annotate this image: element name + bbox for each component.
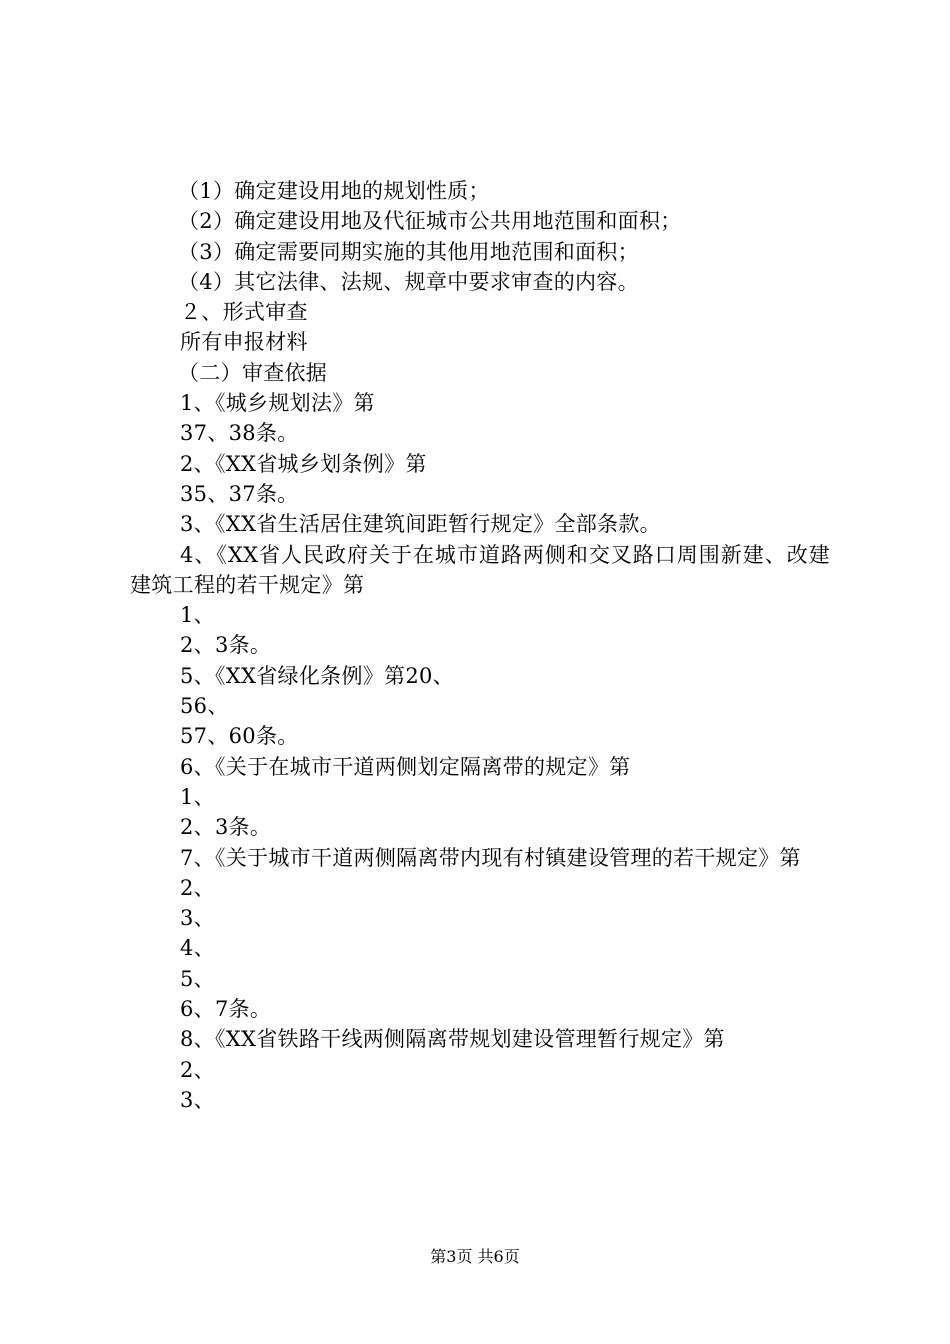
list-item: 35、37条。: [180, 481, 299, 506]
list-item: 6、《关于在城市干道两侧划定隔离带的规定》第: [180, 754, 631, 779]
list-item: 3、《XX省生活居住建筑间距暂行规定》全部条款。: [180, 512, 661, 537]
section-heading: ２、形式审查: [180, 300, 308, 325]
list-item: 2、3条。: [180, 815, 272, 840]
list-item: 37、38条。: [180, 421, 299, 446]
list-item: 2、《XX省城乡划条例》第: [180, 451, 427, 476]
list-item: 4、: [180, 936, 215, 961]
paragraph-line: （4）其它法律、法规、规章中要求审查的内容。: [178, 269, 639, 294]
list-item: 3、: [180, 1087, 215, 1112]
list-item: 1、: [180, 603, 215, 628]
paragraph-line: 所有申报材料: [180, 330, 308, 355]
list-item: 7、《关于城市干道两侧隔离带内现有村镇建设管理的若干规定》第: [180, 845, 801, 870]
section-heading: （二）审查依据: [178, 360, 328, 385]
list-item: 5、: [180, 966, 215, 991]
list-item: 2、: [180, 1057, 215, 1082]
list-item: 2、3条。: [180, 633, 272, 658]
list-item: 3、: [180, 906, 215, 931]
list-item: 1、《城乡规划法》第: [180, 391, 375, 416]
list-item: 1、: [180, 784, 215, 809]
paragraph-line: （3）确定需要同期实施的其他用地范围和面积；: [178, 239, 639, 264]
paragraph-line: （1）确定建设用地的规划性质；: [178, 179, 490, 203]
list-item: 57、60条。: [180, 724, 299, 749]
list-item: 6、7条。: [180, 997, 272, 1022]
page-number-footer: 第3页 共6页: [430, 1247, 520, 1266]
document-body: [130, 176, 830, 1115]
paragraph-line: （2）确定建设用地及代征城市公共用地范围和面积；: [178, 209, 682, 234]
list-item: 5、《XX省绿化条例》第20、: [180, 663, 454, 688]
list-item: 2、: [180, 875, 215, 900]
list-item: 56、: [180, 694, 229, 719]
list-item: 8、《XX省铁路干线两侧隔离带规划建设管理暂行规定》第: [180, 1027, 725, 1052]
list-item: 4、《XX省人民政府关于在城市道路两侧和交叉路口周围新建、改建建筑工程的若干规定》第: [130, 542, 830, 597]
